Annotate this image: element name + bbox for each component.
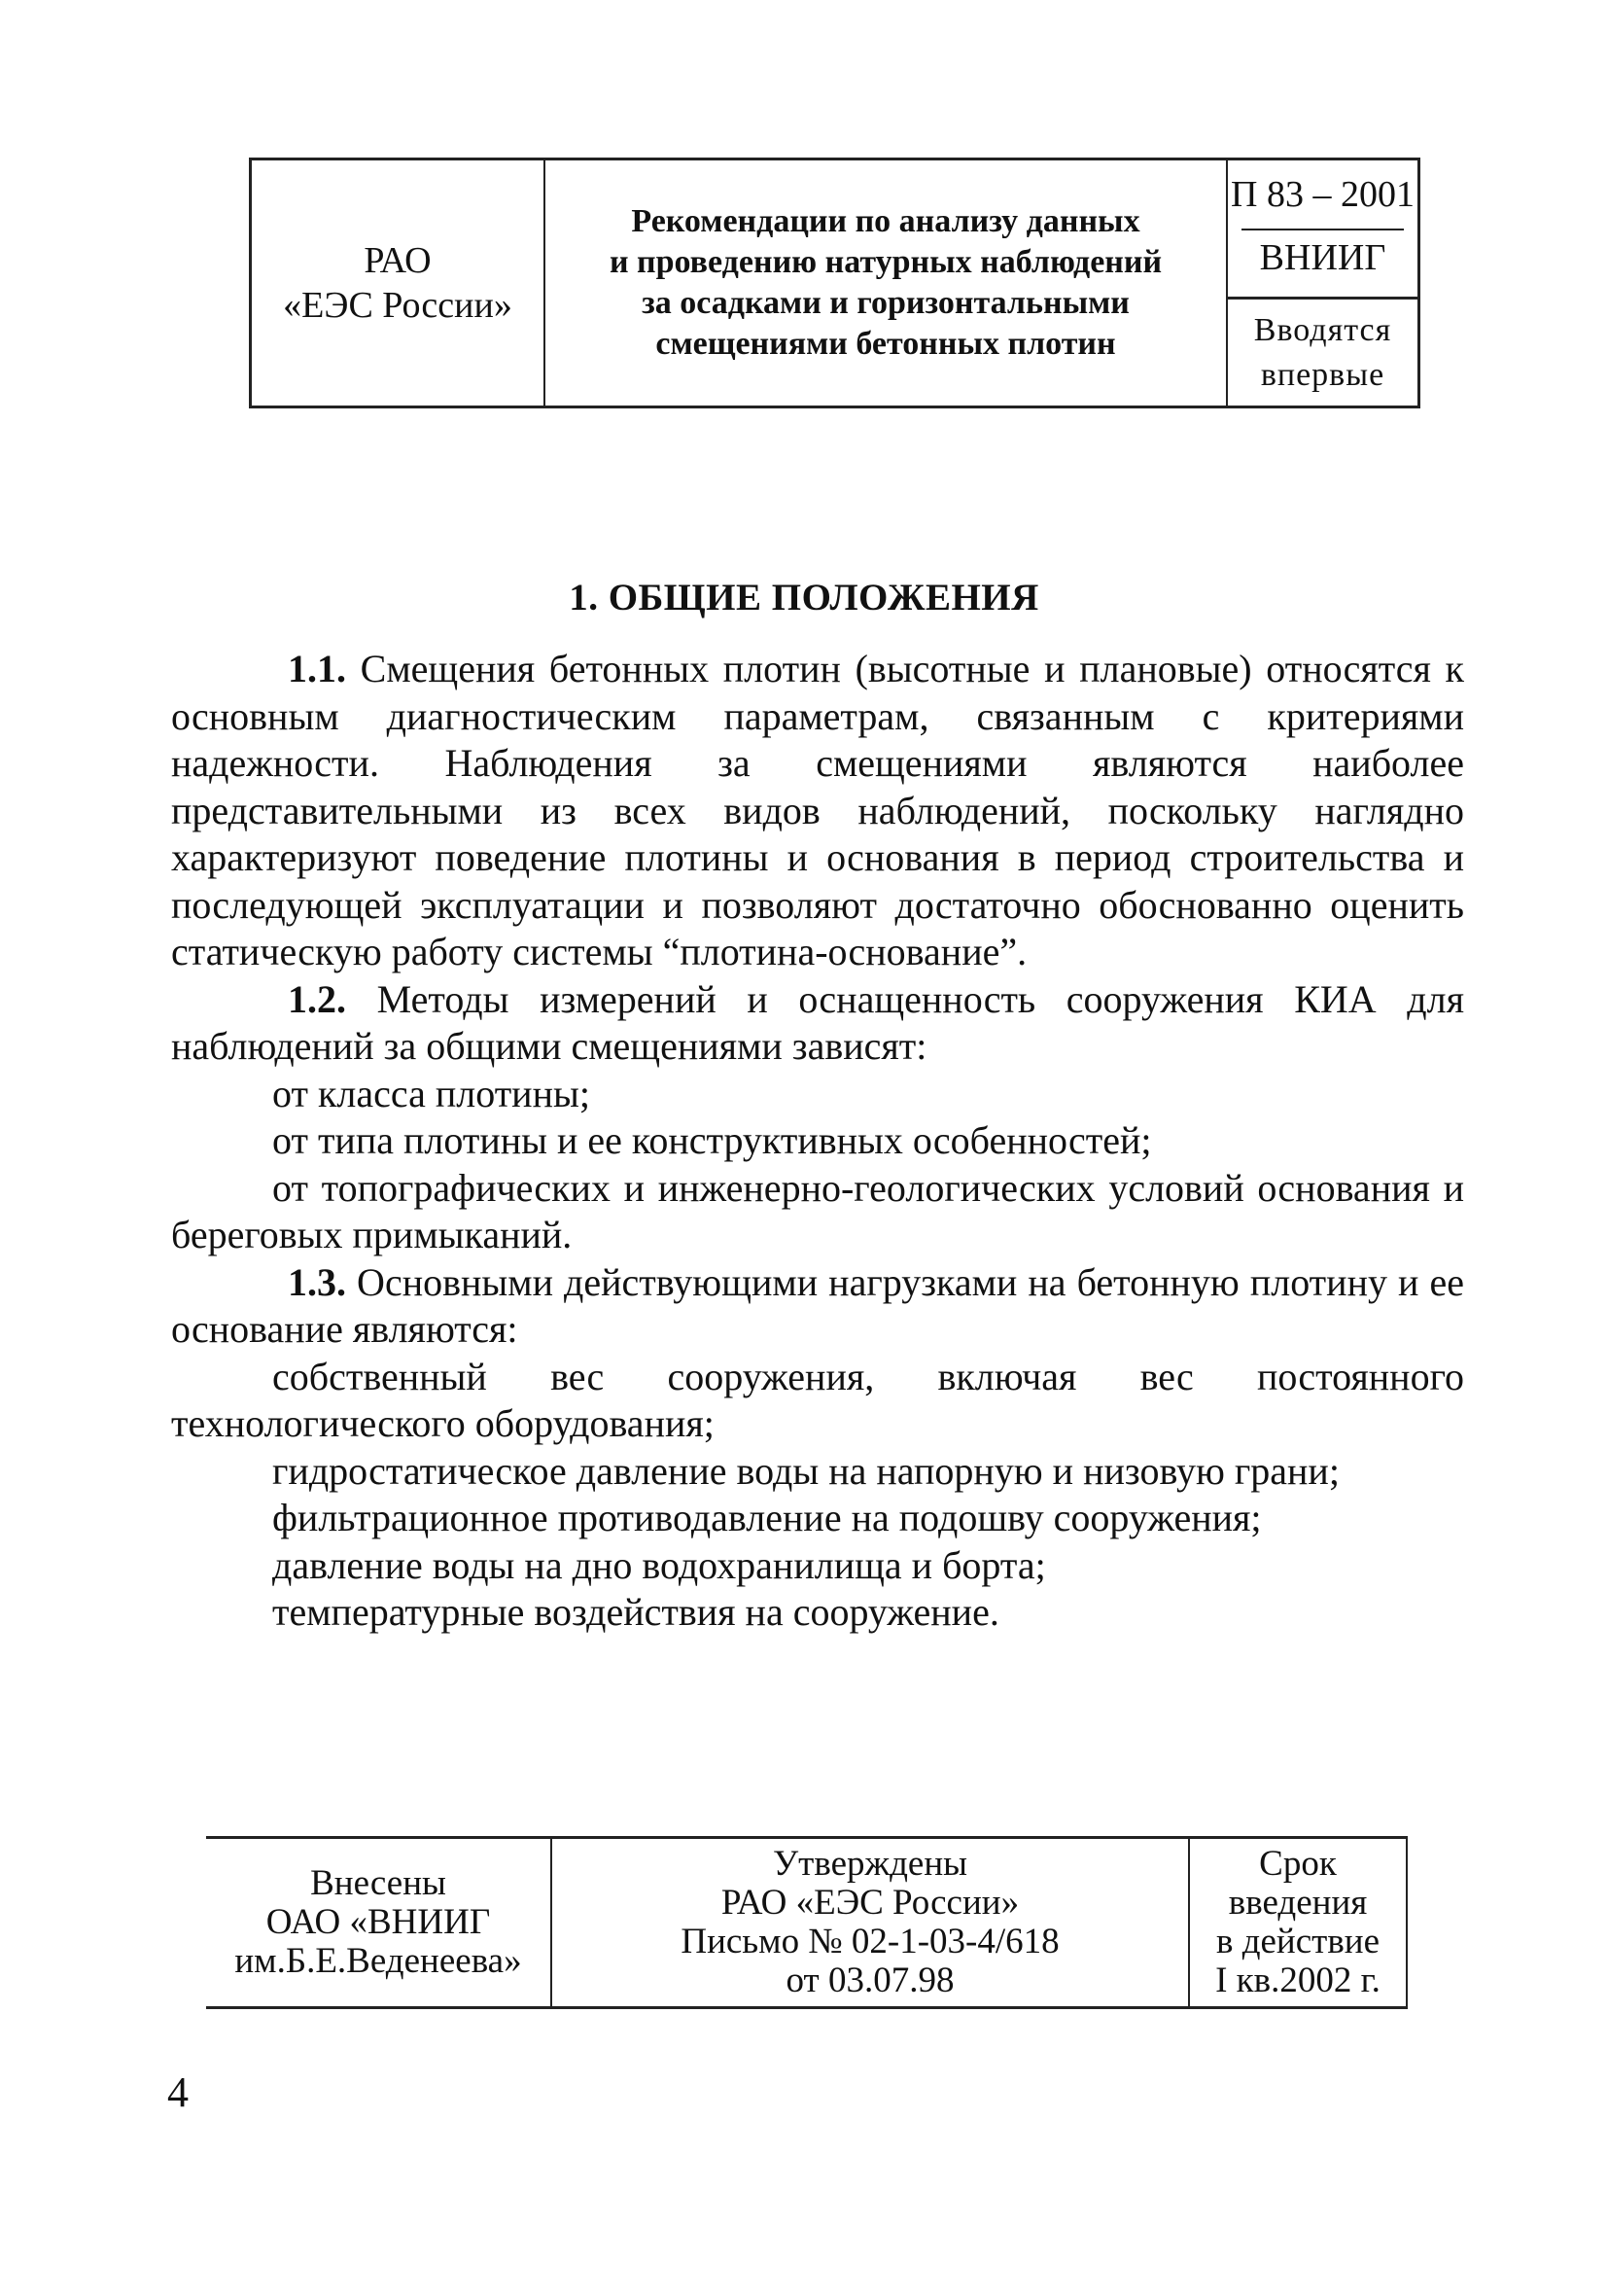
status-cell xyxy=(1228,297,1417,406)
paragraph-text: Основными действующими нагрузками на бетонную плотину и ее основание являются: xyxy=(171,1259,1464,1351)
list-item: давление воды на дно водохранилища и борта; xyxy=(272,1542,1046,1587)
list-item: фильтрационное противодавление на подошву сооружения; xyxy=(272,1496,1262,1539)
footer-line: в действие xyxy=(1215,1922,1381,1961)
footer-line: им.Б.Е.Веденеева» xyxy=(234,1941,522,1981)
list-item: гидростатическое давление воды на напорную и низовую грани; xyxy=(272,1448,1340,1493)
section-title: 1. ОБЩИЕ ПОЛОЖЕНИЯ xyxy=(569,577,1039,618)
approved-by-cell xyxy=(552,1839,1190,2006)
title-line: за осадками и горизонтальными xyxy=(642,285,1130,321)
effective-date-cell xyxy=(1190,1839,1408,2006)
paragraph-number: 1.2. xyxy=(288,976,346,1021)
body-text xyxy=(171,646,1464,1637)
paragraph-number: 1.3. xyxy=(288,1259,346,1304)
footer-line: Письмо № 02-1-03-4/618 xyxy=(681,1922,1060,1961)
footer-line: Срок xyxy=(1259,1844,1337,1884)
status-line-1: Вводятся xyxy=(1253,311,1392,348)
footer-line: ОАО «ВНИИГ xyxy=(265,1902,491,1942)
list-item: от топографических и инженерно-геологических условий основания и береговых примыканий. xyxy=(171,1165,1464,1256)
paragraph-1-1 xyxy=(171,646,1464,976)
submitted-by-cell xyxy=(206,1839,552,2006)
list-item: собственный вес сооружения, включая вес постоянного технологического оборудования; xyxy=(171,1354,1464,1445)
footer-line: Внесены xyxy=(310,1863,446,1903)
org-line-2: «ЕЭС России» xyxy=(283,285,512,326)
footer-line: РАО «ЕЭС России» xyxy=(720,1883,1020,1923)
title-line: смещениями бетонных плотин xyxy=(655,326,1116,362)
issuing-organization xyxy=(252,160,545,406)
footer-line: Утверждены xyxy=(772,1844,967,1884)
footer-line: введения xyxy=(1228,1883,1368,1923)
org-line-1: РАО xyxy=(364,240,432,281)
paragraph-text: Смещения бетонных плотин (высотные и плановые) относятся к основным диагностическим параметрам, связанным с критериями надежности. Наблюдения за смещениями являются наиболее представительными из всех видов наблюдений, поскольку наглядно характеризуют поведение плотины и основания в период строительства и последующей эксплуатации и позволяют достаточно обоснованно оценить статическую работу системы “плотина-основание”. xyxy=(171,647,1464,973)
title-line: и проведению натурных наблюдений xyxy=(609,244,1163,280)
header-table xyxy=(249,158,1420,408)
title-line: Рекомендации по анализу данных xyxy=(631,203,1140,239)
list-item: температурные воздействия на сооружение. xyxy=(272,1590,999,1634)
paragraph-text: Методы измерений и оснащенность сооружения КИА для наблюдений за общими смещениями зависят: xyxy=(171,976,1464,1068)
paragraph-number: 1.1. xyxy=(288,647,346,690)
document-meta xyxy=(1228,160,1417,406)
list-item: от типа плотины и ее конструктивных особенностей; xyxy=(272,1118,1152,1162)
developer-name: ВНИИГ xyxy=(1241,229,1404,297)
footer-line: от 03.07.98 xyxy=(786,1960,955,2000)
footer-table xyxy=(206,1836,1408,2009)
document-title xyxy=(545,160,1228,406)
paragraph-1-2 xyxy=(171,976,1464,1071)
document-code: П 83 – 2001 xyxy=(1231,174,1415,215)
status-line-2: впервые xyxy=(1260,356,1385,393)
footer-line: I кв.2002 г. xyxy=(1215,1960,1381,2000)
paragraph-1-3 xyxy=(171,1259,1464,1354)
page-number: 4 xyxy=(167,2068,189,2116)
list-item: от класса плотины; xyxy=(272,1071,590,1115)
